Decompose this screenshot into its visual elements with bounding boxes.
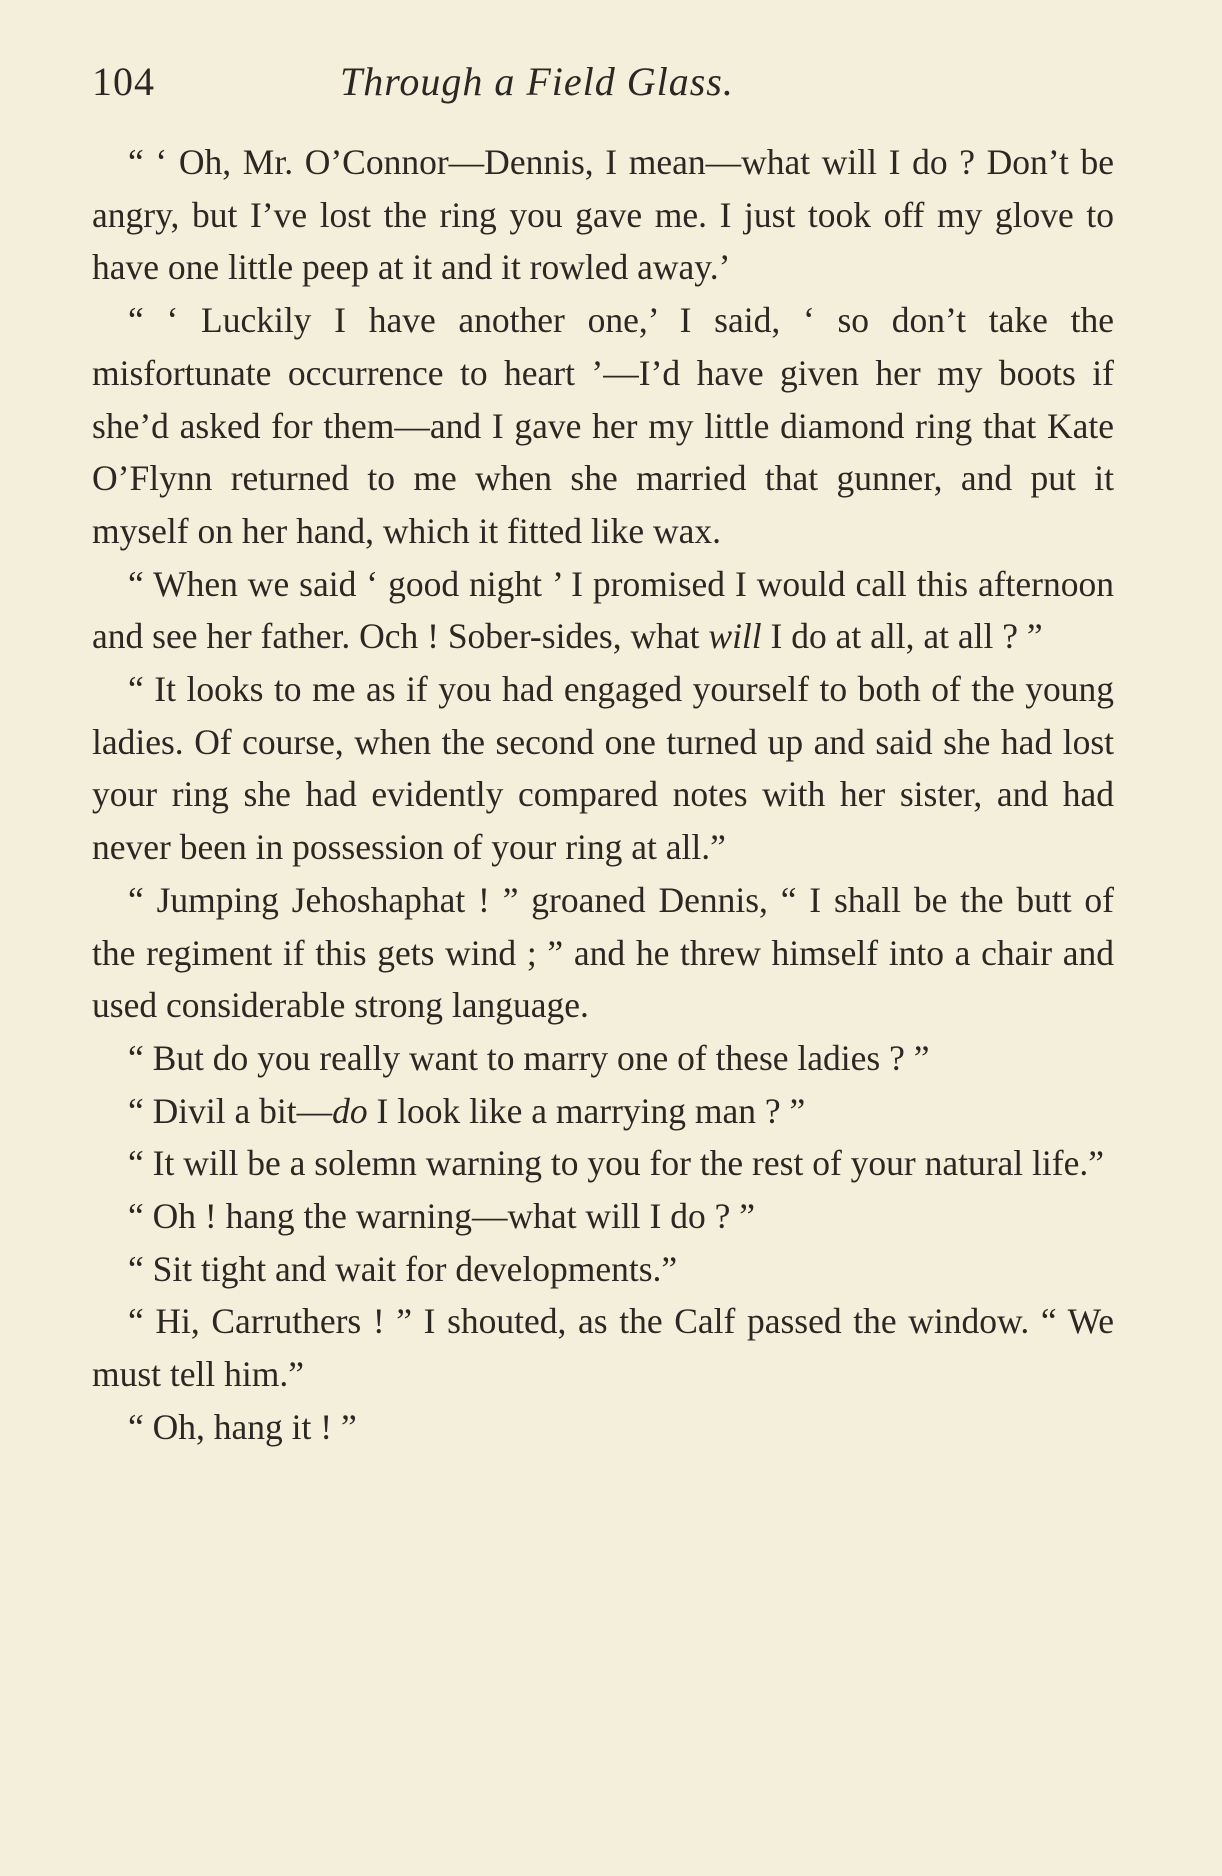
paragraph [92, 1137, 1114, 1190]
paragraph-text: “ ‘ Luckily I have another one,’ I said, ‘ so don’t take the misfortunate occurrence to heart ’—I’d have given her my boots if she’d asked for them—and I gave her my little diamond ring that Kate O’Flynn returned to me when she married that gunner, and put it myself on her hand, which it fitted like wax. [92, 300, 1114, 551]
paragraph [92, 663, 1114, 874]
running-head [92, 58, 1114, 118]
running-title: Through a Field Glass. [340, 59, 734, 104]
paragraph-text: I look like a marrying man ? ” [367, 1090, 806, 1131]
paragraph-text: “ Hi, Carruthers ! ” I shouted, as the Calf passed the window. “ We must tell him.” [92, 1301, 1114, 1395]
paragraph [92, 1401, 1114, 1454]
paragraph [92, 874, 1114, 1032]
paragraph-text: I do at all, at all ? ” [761, 616, 1043, 657]
paragraph-text: “ It will be a solemn warning to you for the rest of your natural life.” [128, 1143, 1104, 1184]
paragraph [92, 1243, 1114, 1296]
emphasized-text: will [708, 616, 762, 657]
paragraph-text: “ Divil a bit— [128, 1090, 333, 1131]
paragraph-text: “ It looks to me as if you had engaged yourself to both of the young ladies. Of course, when the second one turned up and said she had lost your ring she had evidently compared notes with her sister, and had never been in possession of your ring at all.” [92, 669, 1114, 868]
paragraph-text: “ When we said ‘ good night ’ I promised I would call this afternoon and see her father. Och ! Sober-sides, what [92, 563, 1114, 657]
paragraph [92, 1190, 1114, 1243]
paragraph-text: “ Jumping Jehoshaphat ! ” groaned Dennis, “ I shall be the butt of the regiment if this gets wind ; ” and he threw himself into a chair and used considerable strong language. [92, 879, 1114, 1026]
paragraph-text: “ But do you really want to marry one of these ladies ? ” [128, 1037, 930, 1078]
emphasized-text: do [332, 1090, 368, 1131]
paragraph-text: “ Oh, hang it ! ” [128, 1406, 357, 1447]
paragraph-text: “ ‘ Oh, Mr. O’Connor—Dennis, I mean—what will I do ? Don’t be angry, but I’ve lost the ring you gave me. I just took off my glove to have one little peep at it and it rowled away.’ [92, 142, 1114, 288]
paragraph [92, 294, 1114, 558]
paragraph [92, 558, 1114, 663]
paragraph [92, 1032, 1114, 1085]
body-text [92, 136, 1114, 1454]
paragraph [92, 136, 1114, 294]
paragraph [92, 1085, 1114, 1138]
paragraph-text: “ Oh ! hang the warning—what will I do ? ” [128, 1196, 755, 1237]
paragraph [92, 1295, 1114, 1400]
paragraph-text: “ Sit tight and wait for developments.” [128, 1248, 678, 1289]
page-number: 104 [92, 59, 155, 104]
